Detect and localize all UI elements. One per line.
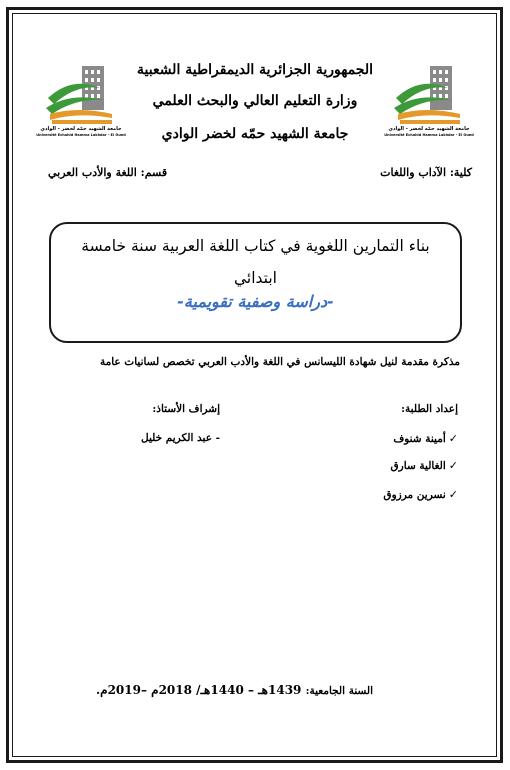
check-icon: ✓	[448, 488, 458, 501]
student-name: ✓الغالية سارق	[390, 459, 458, 472]
academic-year	[96, 683, 373, 697]
thesis-title: بناء التمارين اللغوية في كتاب اللغة العربية سنة خامسة ابتدائي	[81, 237, 430, 287]
university-heading: جامعة الشهيد حمّه لخضر الوادي	[161, 126, 349, 142]
department-label: قسم: اللغة والأدب العربي	[48, 166, 168, 179]
logo-caption-fr-right: Université Echahid Hamma Lakhdar - El Oued	[384, 133, 474, 137]
memo-statement: مذكرة مقدمة لنيل شهادة الليسانس في اللغة والأدب العربي تخصص لسانيات عامة	[99, 356, 460, 368]
student-name: ✓أمينة شنوف	[393, 432, 458, 445]
faculty-label: كلية: الآداب واللغات	[380, 166, 472, 179]
logo-caption-ar-left: جامعة الشهيد حمّه لخضر - الوادي	[40, 126, 122, 132]
academic-year-label: السنة الجامعية:	[305, 685, 373, 697]
academic-year-value: 1439هـ – 1440هـ/ 2018م –2019م.	[95, 683, 302, 697]
university-logo-left	[42, 58, 120, 130]
university-logo-right	[390, 58, 468, 130]
ministry-heading: وزارة التعليم العالي والبحث العلمي	[152, 93, 358, 109]
supervisor-name: - عبد الكريم خليل	[141, 432, 220, 444]
supervisor-label: إشراف الأستاذ:	[152, 403, 220, 415]
check-icon: ✓	[448, 459, 458, 472]
student-name: ✓نسرين مرزوق	[383, 488, 458, 501]
check-icon: ✓	[448, 432, 458, 445]
logo-caption-fr-left: Université Echahid Hamma Lakhdar - El Oued	[36, 133, 126, 137]
thesis-title-box	[49, 222, 462, 343]
students-label: إعداد الطلبة:	[401, 403, 458, 415]
logo-caption-ar-right: جامعة الشهيد حمّه لخضر - الوادي	[388, 126, 470, 132]
thesis-subtitle: -دراسة وصفية تقويمية-	[177, 292, 334, 311]
country-heading: الجمهورية الجزائرية الديمقراطية الشعبية	[136, 62, 373, 78]
